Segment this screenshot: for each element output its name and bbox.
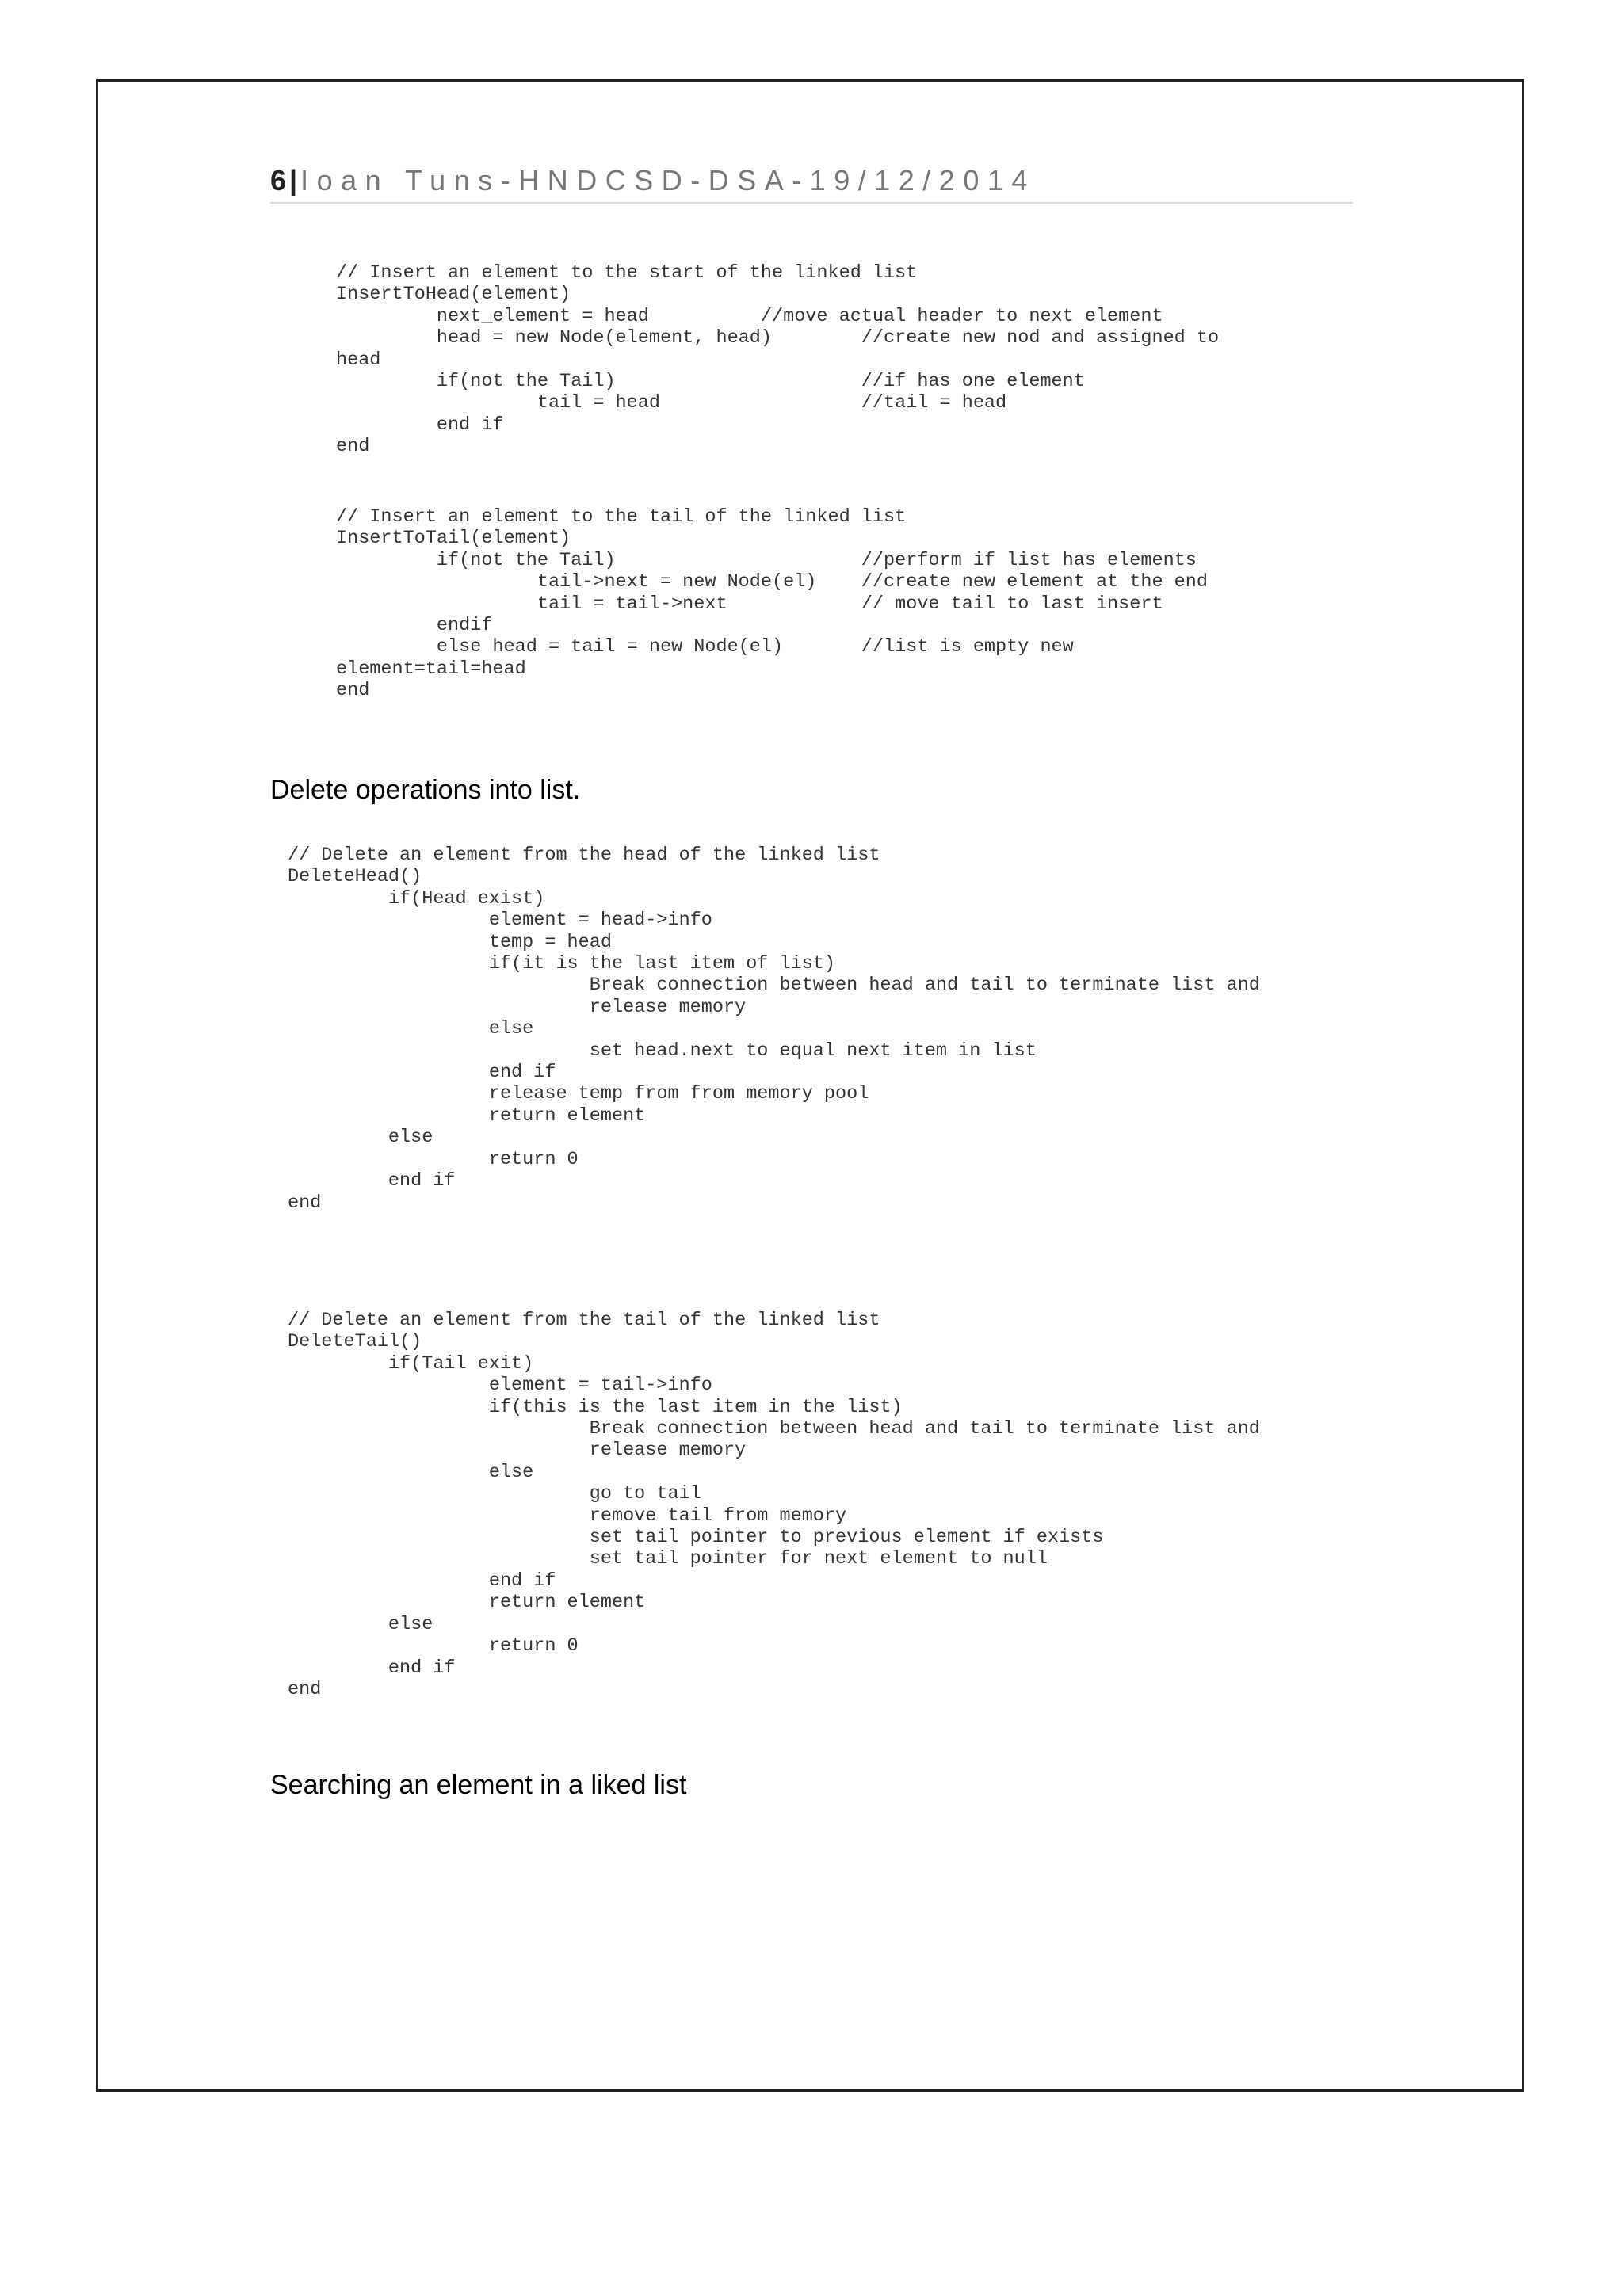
page-number: 6 (270, 164, 287, 196)
heading-delete-operations: Delete operations into list. (270, 775, 581, 805)
code-insert-to-tail: // Insert an element to the tail of the linked list InsertToTail(element) if(not the Tail) //perform if list has elements tail->next = new Node(el) //create new element at the end tail = tail->next // move tail to last insert endif else head = tail = new Node(el) //list is empty new element=tail=head end (336, 506, 1208, 702)
code-delete-tail: // Delete an element from the tail of the linked list DeleteTail() if(Tail exit) element = tail->info if(this is the last item in the list) Break connection between head and tail to terminate list and release memory else go to tail remove tail from memory set tail pointer to previous element if exists set tail pointer for next element to null end if return element else return 0 end if end (288, 1310, 1260, 1700)
code-insert-to-head: // Insert an element to the start of the linked list InsertToHead(element) next_element = head //move actual header to next element head = new Node(element, head) //create new nod and assigned to head if(not the Tail) //if has one element tail = head //tail = head end if end (336, 262, 1220, 458)
header-separator: | (289, 164, 298, 196)
author-line: Ioan Tuns-HNDCSD-DSA-19/12/2014 (300, 164, 1036, 196)
code-delete-head: // Delete an element from the head of the linked list DeleteHead() if(Head exist) element = head->info temp = head if(it is the last item of list) Break connection between head and tail to terminate list and release memory else set head.next to equal next item in list end if release temp from from memory pool return element else return 0 end if end (288, 845, 1260, 1214)
page-header (270, 164, 1353, 204)
heading-searching: Searching an element in a liked list (270, 1770, 687, 1800)
